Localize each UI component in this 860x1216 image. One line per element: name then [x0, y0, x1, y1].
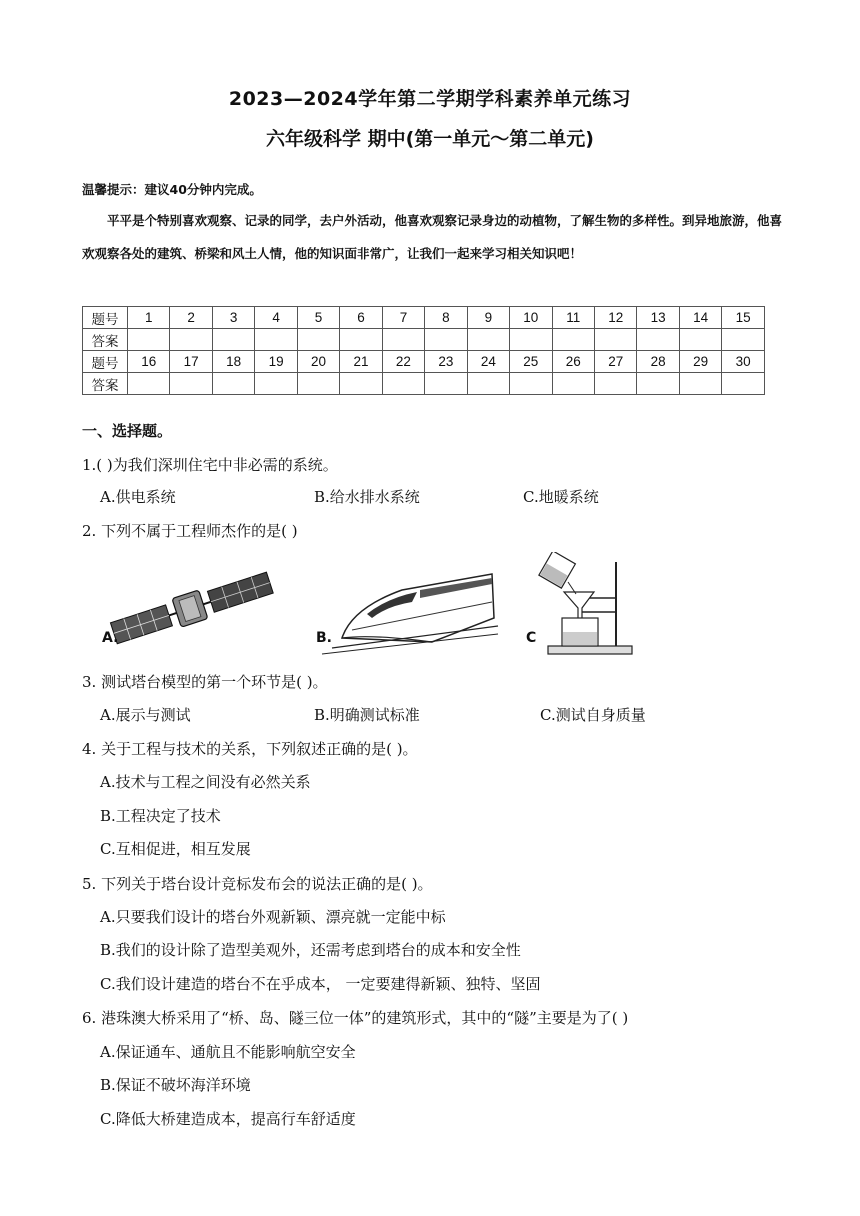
answer-cell[interactable] — [679, 373, 721, 395]
answer-cell[interactable] — [552, 373, 594, 395]
question-number: 22 — [382, 351, 424, 373]
row-label: 答案 — [83, 329, 128, 351]
satellite-illustration — [100, 560, 290, 655]
question-number: 7 — [382, 307, 424, 329]
answer-cell[interactable] — [297, 373, 339, 395]
question-number: 8 — [425, 307, 467, 329]
question-number: 15 — [722, 307, 765, 329]
question-1-option-b: B.给水排水系统 — [314, 488, 420, 506]
question-5-option-b: B.我们的设计除了造型美观外，还需考虑到塔台的成本和安全性 — [100, 941, 521, 959]
question-number: 26 — [552, 351, 594, 373]
section-heading-choice: 一、选择题。 — [82, 422, 173, 440]
question-number: 12 — [594, 307, 636, 329]
answer-cell[interactable] — [255, 373, 297, 395]
filtration-apparatus-illustration — [530, 552, 640, 658]
question-number: 11 — [552, 307, 594, 329]
question-number: 20 — [297, 351, 339, 373]
question-number: 5 — [297, 307, 339, 329]
answer-cell[interactable] — [297, 329, 339, 351]
question-4-option-c: C.互相促进，相互发展 — [100, 840, 251, 858]
row-label: 题号 — [83, 351, 128, 373]
question-3-option-a: A.展示与测试 — [100, 706, 191, 724]
answer-cell[interactable] — [382, 329, 424, 351]
question-5-option-a: A.只要我们设计的塔台外观新颖、漂亮就一定能中标 — [100, 908, 446, 926]
question-6-option-c: C.降低大桥建造成本，提高行车舒适度 — [100, 1110, 356, 1128]
question-number: 10 — [510, 307, 552, 329]
question-number: 1 — [128, 307, 170, 329]
answer-cell[interactable] — [679, 329, 721, 351]
question-number: 19 — [255, 351, 297, 373]
train-icon — [312, 568, 502, 656]
question-5-stem: 5. 下列关于塔台设计竞标发布会的说法正确的是( )。 — [82, 875, 433, 893]
answer-cell[interactable] — [170, 373, 212, 395]
answer-row-1 — [83, 329, 765, 351]
question-number: 21 — [340, 351, 382, 373]
question-3-option-b: B.明确测试标准 — [314, 706, 420, 724]
question-number: 14 — [679, 307, 721, 329]
page-title: 2023—2024学年第二学期学科素养单元练习 — [228, 88, 632, 110]
satellite-icon — [100, 560, 290, 655]
image-label-a: A. — [102, 630, 119, 646]
answer-cell[interactable] — [594, 373, 636, 395]
answer-cell[interactable] — [425, 329, 467, 351]
answer-cell[interactable] — [340, 373, 382, 395]
question-number: 17 — [170, 351, 212, 373]
question-3-option-c: C.测试自身质量 — [540, 706, 646, 724]
question-2-stem: 2. 下列不属于工程师杰作的是( ) — [82, 522, 298, 540]
answer-table — [82, 306, 765, 395]
number-row-2 — [83, 351, 765, 373]
lab-apparatus-icon — [530, 552, 640, 658]
question-1-option-c: C.地暖系统 — [523, 488, 599, 506]
question-1-stem: 1.( )为我们深圳住宅中非必需的系统。 — [82, 456, 338, 474]
answer-cell[interactable] — [594, 329, 636, 351]
answer-cell[interactable] — [170, 329, 212, 351]
row-label: 答案 — [83, 373, 128, 395]
answer-cell[interactable] — [510, 373, 552, 395]
question-3-stem: 3. 测试塔台模型的第一个环节是( )。 — [82, 673, 328, 691]
answer-cell[interactable] — [255, 329, 297, 351]
answer-cell[interactable] — [340, 329, 382, 351]
page-subtitle: 六年级科学 期中(第一单元～第二单元) — [266, 128, 594, 150]
question-6-option-b: B.保证不破坏海洋环境 — [100, 1076, 251, 1094]
question-4-stem: 4. 关于工程与技术的关系，下列叙述正确的是( )。 — [82, 740, 418, 758]
question-4-option-b: B.工程决定了技术 — [100, 807, 221, 825]
answer-cell[interactable] — [510, 329, 552, 351]
bullet-train-illustration — [312, 568, 502, 656]
question-5-option-c: C.我们设计建造的塔台不在乎成本， 一定要建得新颖、独特、坚固 — [100, 975, 541, 993]
answer-cell[interactable] — [425, 373, 467, 395]
question-6-option-a: A.保证通车、通航且不能影响航空安全 — [100, 1043, 356, 1061]
question-number: 13 — [637, 307, 679, 329]
tip-text: 温馨提示：建议40分钟内完成。 — [82, 182, 262, 197]
question-number: 24 — [467, 351, 509, 373]
answer-cell[interactable] — [467, 329, 509, 351]
answer-cell[interactable] — [722, 329, 765, 351]
answer-row-2 — [83, 373, 765, 395]
answer-cell[interactable] — [552, 329, 594, 351]
answer-cell[interactable] — [212, 373, 254, 395]
question-number: 27 — [594, 351, 636, 373]
row-label: 题号 — [83, 307, 128, 329]
question-number: 2 — [170, 307, 212, 329]
intro-paragraph: 平平是个特别喜欢观察、记录的同学，去户外活动，他喜欢观察记录身边的动植物，了解生物的多样性。到异地旅游，他喜欢观察各处的建筑、桥梁和风土人情，他的知识面非常广，让我们一起来学习相关知识吧！ — [82, 213, 783, 261]
answer-cell[interactable] — [722, 373, 765, 395]
number-row-1 — [83, 307, 765, 329]
answer-cell[interactable] — [467, 373, 509, 395]
question-number: 28 — [637, 351, 679, 373]
answer-cell[interactable] — [637, 329, 679, 351]
answer-cell[interactable] — [637, 373, 679, 395]
answer-cell[interactable] — [212, 329, 254, 351]
image-label-b: B. — [316, 630, 332, 646]
question-number: 4 — [255, 307, 297, 329]
answer-cell[interactable] — [128, 373, 170, 395]
question-number: 3 — [212, 307, 254, 329]
question-1-option-a: A.供电系统 — [100, 488, 176, 506]
image-label-c: C — [526, 630, 537, 646]
question-number: 9 — [467, 307, 509, 329]
question-number: 23 — [425, 351, 467, 373]
question-number: 30 — [722, 351, 765, 373]
answer-cell[interactable] — [382, 373, 424, 395]
question-number: 18 — [212, 351, 254, 373]
question-number: 25 — [510, 351, 552, 373]
question-4-option-a: A.技术与工程之间没有必然关系 — [100, 773, 311, 791]
question-number: 6 — [340, 307, 382, 329]
question-6-stem: 6. 港珠澳大桥采用了“桥、岛、隧三位一体”的建筑形式，其中的“隧”主要是为了( ) — [82, 1009, 629, 1027]
question-number: 16 — [128, 351, 170, 373]
answer-cell[interactable] — [128, 329, 170, 351]
question-number: 29 — [679, 351, 721, 373]
